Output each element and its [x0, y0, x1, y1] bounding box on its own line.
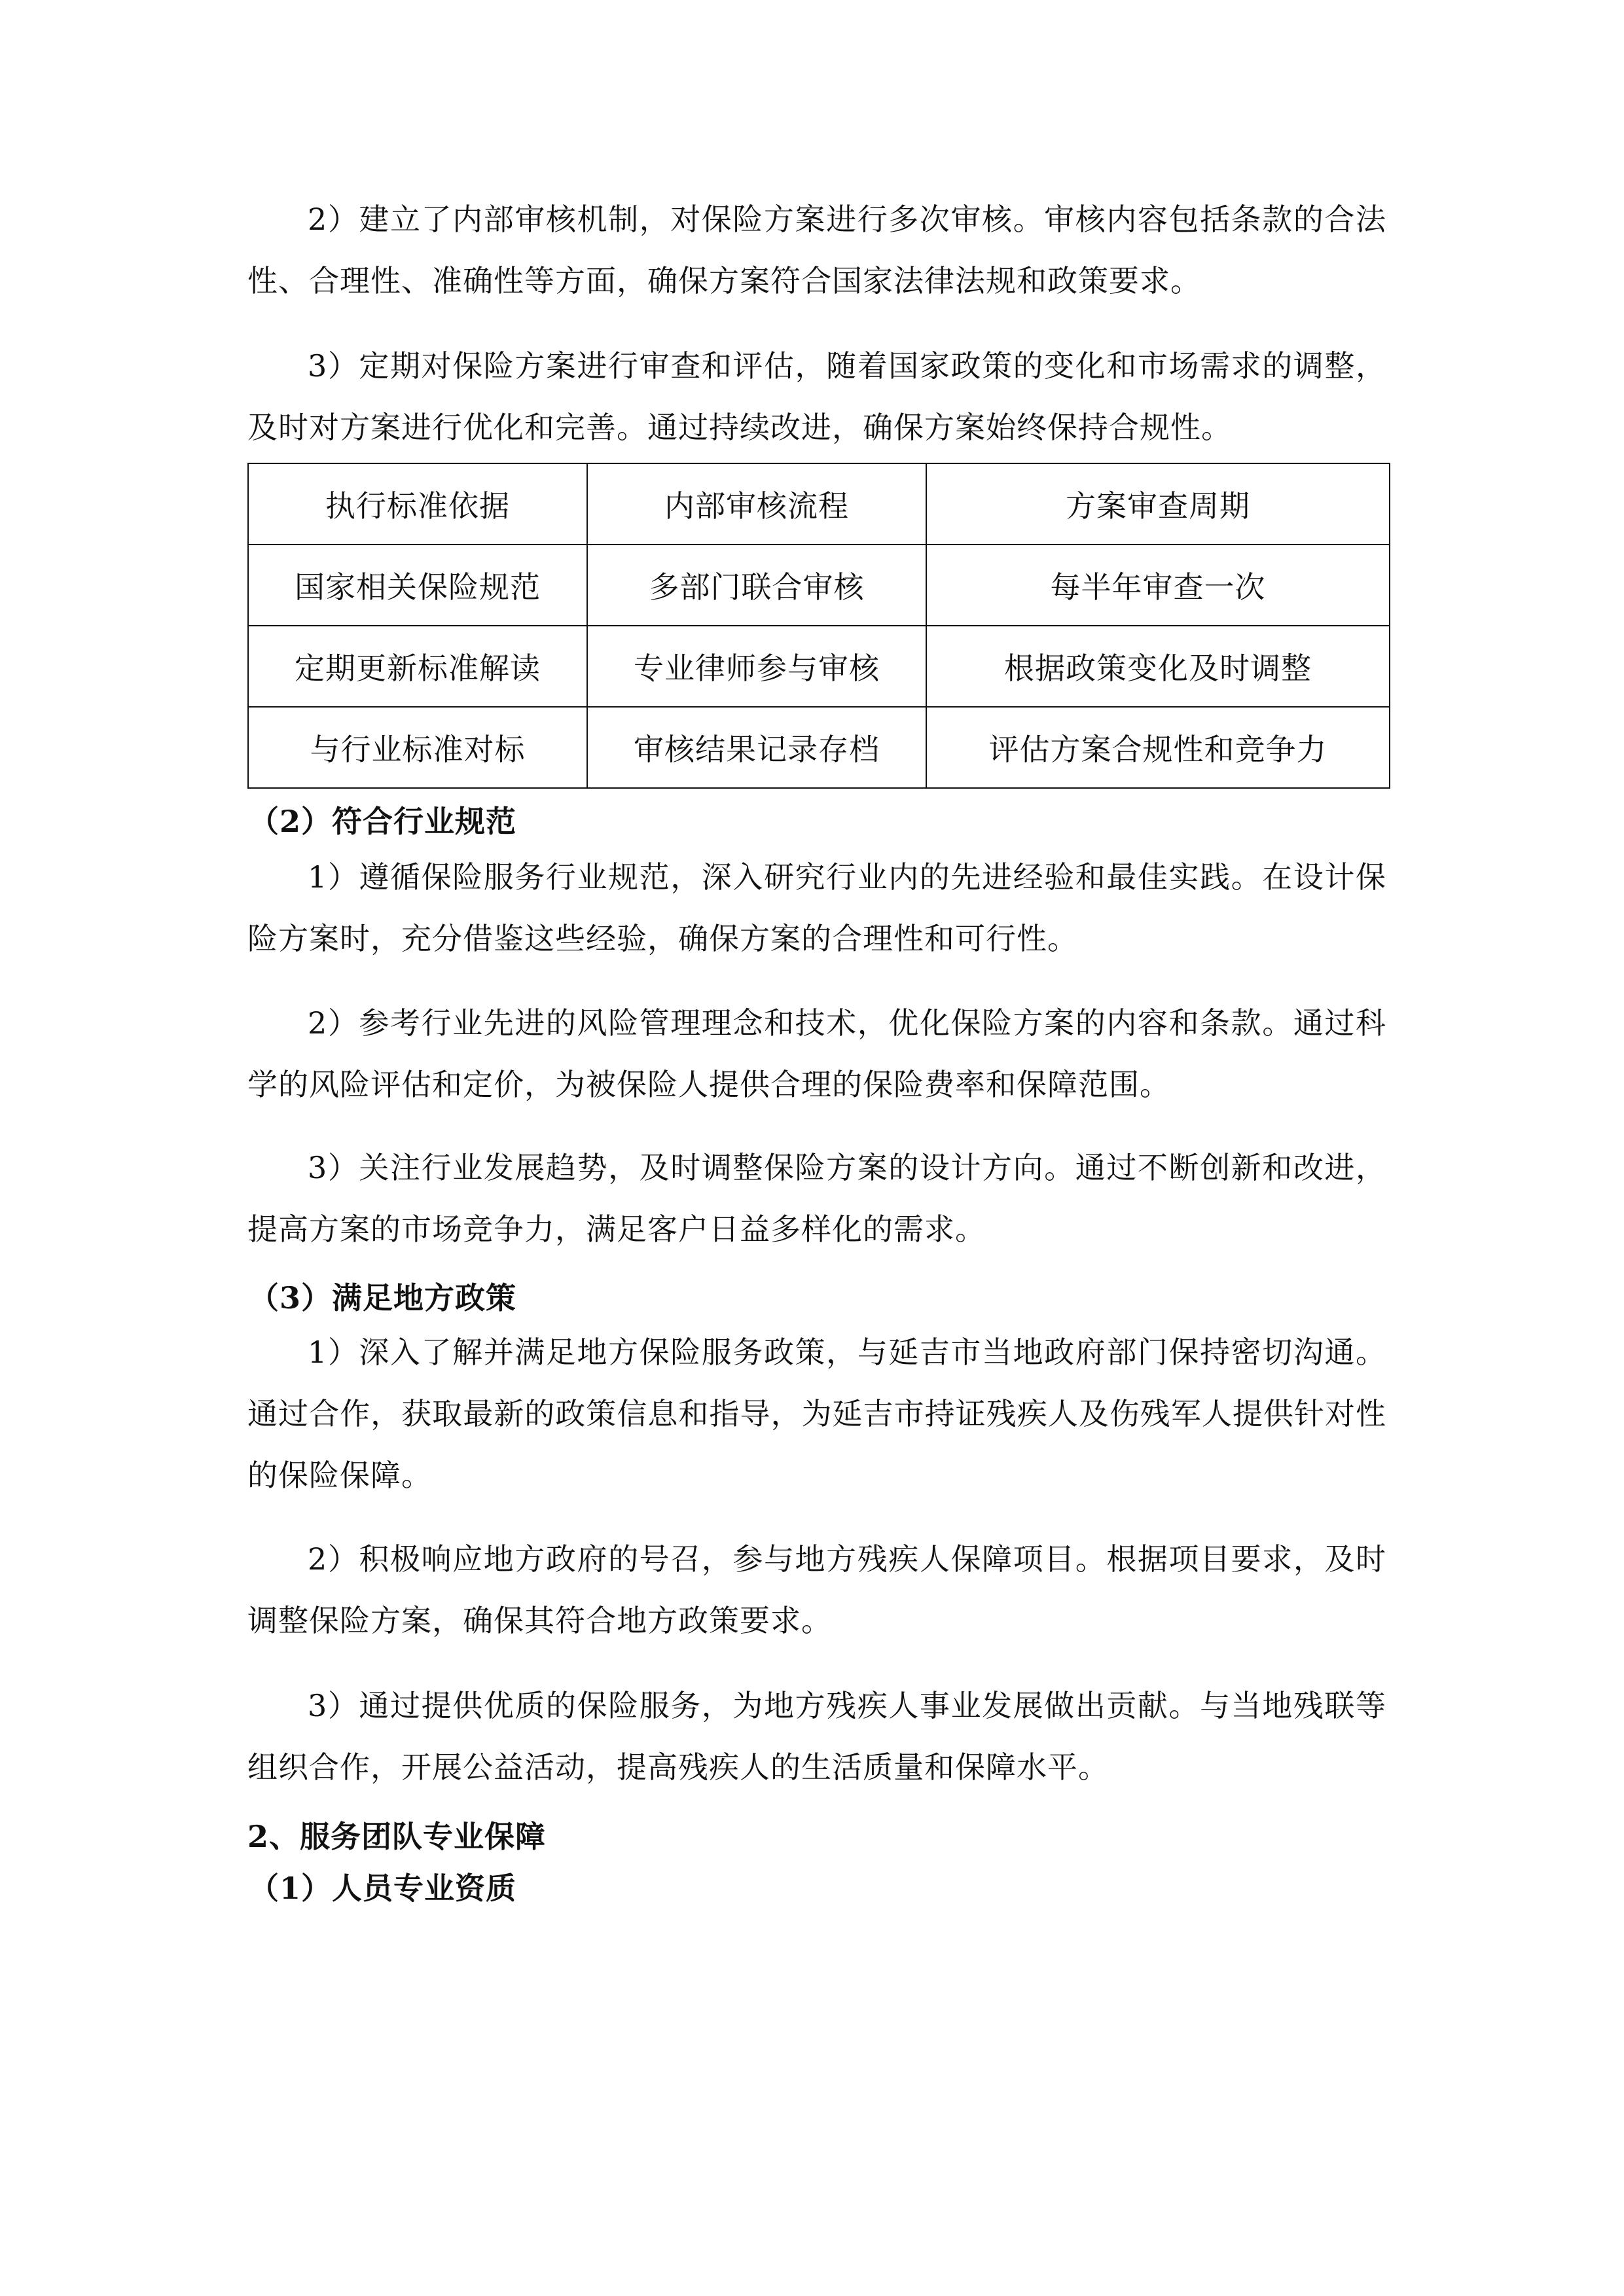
section-heading-local-policy: （3）满足地方政策 — [249, 1280, 517, 1316]
table-header-cell: 内部审核流程 — [587, 463, 926, 545]
table-row — [248, 626, 1390, 707]
table-cell: 专业律师参与审核 — [587, 626, 926, 707]
table-cell: 定期更新标准解读 — [248, 626, 587, 707]
paragraph-local-2: 2）积极响应地方政府的号召，参与地方残疾人保障项目。根据项目要求，及时调整保险方案，确保其符合地方政策要求。 — [247, 1541, 1386, 1638]
paragraph-local-3: 3）通过提供优质的保险服务，为地方残疾人事业发展做出贡献。与当地残联等组织合作，开展公益活动，提高残疾人的生活质量和保障水平。 — [247, 1688, 1386, 1785]
section-heading-industry-norms: （2）符合行业规范 — [249, 804, 517, 839]
compliance-table — [247, 463, 1390, 789]
table-header-cell: 执行标准依据 — [248, 463, 587, 545]
paragraph-periodic-review: 3）定期对保险方案进行审查和评估，随着国家政策的变化和市场需求的调整，及时对方案进行优化和完善。通过持续改进，确保方案始终保持合规性。 — [247, 348, 1386, 445]
table-header-cell: 方案审查周期 — [926, 463, 1390, 545]
table-cell: 与行业标准对标 — [248, 707, 587, 788]
paragraph-local-1: 1）深入了解并满足地方保险服务政策，与延吉市当地政府部门保持密切沟通。通过合作，获取最新的政策信息和指导，为延吉市持证残疾人及伤残军人提供针对性的保险保障。 — [247, 1335, 1386, 1493]
section-heading-service-team: 2、服务团队专业保障 — [247, 1819, 547, 1854]
paragraph-industry-2: 2）参考行业先进的风险管理理念和技术，优化保险方案的内容和条款。通过科学的风险评估和定价，为被保险人提供合理的保险费率和保障范围。 — [247, 1005, 1386, 1102]
subheading-staff-qualification: （1）人员专业资质 — [249, 1871, 517, 1906]
table-row — [248, 707, 1390, 788]
paragraph-industry-1: 1）遵循保险服务行业规范，深入研究行业内的先进经验和最佳实践。在设计保险方案时，充分借鉴这些经验，确保方案的合理性和可行性。 — [247, 859, 1386, 956]
table-cell: 每半年审查一次 — [926, 545, 1390, 626]
table-cell: 国家相关保险规范 — [248, 545, 587, 626]
paragraph-internal-review: 2）建立了内部审核机制，对保险方案进行多次审核。审核内容包括条款的合法性、合理性、准确性等方面，确保方案符合国家法律法规和政策要求。 — [247, 202, 1386, 298]
table-row — [248, 545, 1390, 626]
table-cell: 审核结果记录存档 — [587, 707, 926, 788]
table-cell: 根据政策变化及时调整 — [926, 626, 1390, 707]
table-cell: 评估方案合规性和竞争力 — [926, 707, 1390, 788]
paragraph-industry-3: 3）关注行业发展趋势，及时调整保险方案的设计方向。通过不断创新和改进，提高方案的市场竞争力，满足客户日益多样化的需求。 — [247, 1150, 1386, 1247]
table-header-row — [248, 463, 1390, 545]
table-cell: 多部门联合审核 — [587, 545, 926, 626]
